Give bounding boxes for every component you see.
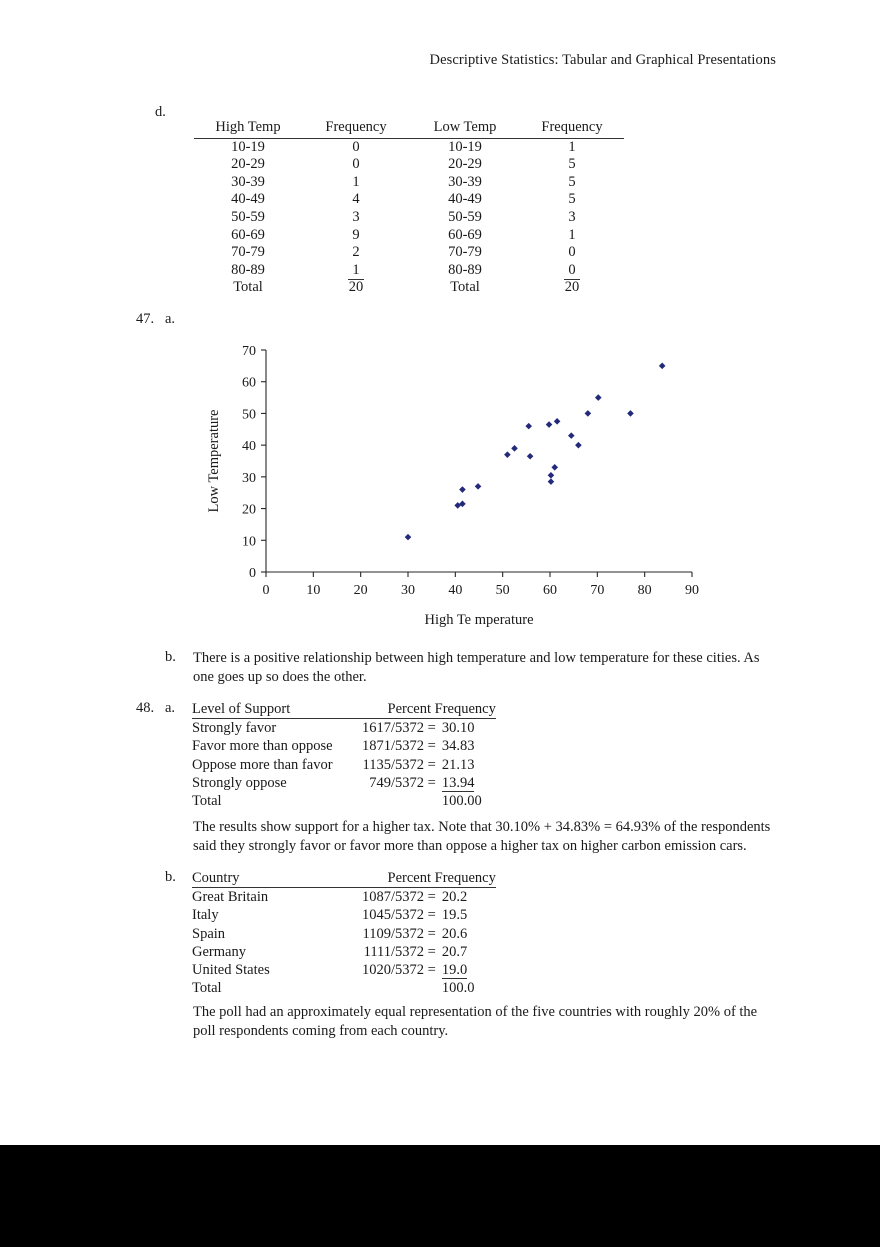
page-header-title: Descriptive Statistics: Tabular and Graphical Presentations bbox=[429, 52, 776, 68]
cell-support-label: Strongly oppose bbox=[192, 774, 287, 791]
cell-high-bin: 50-59 bbox=[231, 208, 265, 225]
cell-country-value bbox=[442, 961, 496, 979]
cell-low-freq: 0 bbox=[568, 244, 576, 261]
cell-low-freq: 1 bbox=[568, 226, 576, 243]
cell-support-value-text: 13.94 bbox=[441, 774, 475, 791]
table-total-row bbox=[192, 979, 496, 997]
scatter-point bbox=[554, 418, 561, 425]
table-row bbox=[194, 191, 624, 209]
cell-total-label: Total bbox=[192, 793, 222, 810]
cell-low-bin: 70-79 bbox=[448, 244, 482, 261]
x-axis-tick-label: 40 bbox=[448, 583, 463, 598]
problem-number-48: 48. bbox=[136, 700, 155, 716]
scatter-point bbox=[568, 432, 575, 439]
table-row bbox=[194, 138, 624, 156]
cell-high-bin: 20-29 bbox=[231, 156, 265, 173]
cell-high-bin: 60-69 bbox=[231, 226, 265, 243]
scatter-point bbox=[659, 363, 666, 370]
cell-high-freq: 4 bbox=[352, 191, 360, 208]
scatter-point bbox=[627, 410, 634, 417]
cell-support-expr: 1135/5372 = bbox=[362, 756, 436, 773]
scatter-data-points bbox=[405, 363, 666, 541]
scatter-point bbox=[551, 464, 558, 471]
cell-country-label: United States bbox=[192, 962, 270, 979]
problem-48-part-b-text: The poll had an approximately equal representation of the five countries with roughly 20% of the poll respondents coming from each country. bbox=[193, 1004, 758, 1039]
cell-country-label: Spain bbox=[192, 925, 226, 942]
cell-country-label: Italy bbox=[192, 907, 219, 924]
cell-country-expr: 1087/5372 = bbox=[362, 889, 436, 906]
column-header-frequency-high: Frequency bbox=[302, 119, 410, 138]
cell-country-value: 20.6 bbox=[441, 925, 468, 942]
table-row bbox=[192, 906, 496, 924]
cell-support-label: Oppose more than favor bbox=[192, 756, 333, 773]
problem-48-part-b-label: b. bbox=[165, 869, 176, 885]
cell-low-freq-value: 0 bbox=[564, 262, 579, 280]
frequency-distribution-table bbox=[194, 119, 624, 297]
cell-high-freq: 0 bbox=[352, 156, 360, 173]
column-header-level-of-support: Level of Support bbox=[192, 700, 362, 719]
problem-47-part-a-label: a. bbox=[165, 311, 176, 327]
cell-country-value: 20.7 bbox=[441, 943, 468, 960]
cell-low-bin: 30-39 bbox=[448, 173, 482, 190]
table-row bbox=[192, 756, 496, 774]
cell-support-value: 21.13 bbox=[441, 756, 475, 773]
cell-low-bin: 20-29 bbox=[448, 156, 482, 173]
scatter-point bbox=[459, 486, 466, 493]
cell-high-bin: 10-19 bbox=[231, 138, 265, 155]
cell-low-bin: 80-89 bbox=[448, 261, 482, 278]
y-axis-title: Low Temperature bbox=[206, 409, 222, 513]
problem-48-part-a-text: The results show support for a higher tax. Note that 30.10% + 34.83% = 64.93% of the respondents said they strongly favor or favor more than oppose a higher tax on higher carbon emission cars. bbox=[193, 819, 771, 854]
scatter-point bbox=[548, 472, 555, 479]
scatter-plot-high-vs-low-temperature bbox=[200, 336, 720, 636]
table-total-row bbox=[192, 792, 496, 810]
cell-country-expr: 1109/5372 = bbox=[362, 925, 436, 942]
cell-support-value: 30.10 bbox=[441, 720, 475, 737]
scatter-point bbox=[548, 478, 555, 485]
cell-country-label: Great Britain bbox=[192, 889, 269, 906]
cell-low-freq: 5 bbox=[568, 173, 576, 190]
cell-low-freq: 5 bbox=[568, 156, 576, 173]
x-axis-ticks bbox=[266, 572, 692, 577]
scatter-point bbox=[595, 394, 602, 401]
cell-high-freq bbox=[302, 262, 410, 280]
cell-support-label: Favor more than oppose bbox=[192, 738, 333, 755]
cell-total-label-low: Total bbox=[450, 279, 480, 296]
cell-country-expr: 1020/5372 = bbox=[362, 962, 436, 979]
y-axis-tick-labels bbox=[242, 344, 256, 581]
cell-support-value: 34.83 bbox=[441, 738, 475, 755]
table-row bbox=[192, 925, 496, 943]
problem-number-47: 47. bbox=[136, 311, 155, 327]
y-axis-tick-label: 60 bbox=[242, 375, 256, 391]
cell-support-expr: 749/5372 = bbox=[369, 774, 436, 791]
table-row bbox=[192, 719, 496, 738]
column-header-percent-frequency: Percent Frequency bbox=[362, 869, 496, 888]
cell-country-label: Germany bbox=[192, 943, 246, 960]
cell-total-value: 100.00 bbox=[441, 793, 482, 810]
cell-high-bin: 40-49 bbox=[231, 191, 265, 208]
x-axis-tick-labels bbox=[263, 583, 700, 598]
cell-total-label-high: Total bbox=[233, 279, 263, 296]
cell-country-value: 19.5 bbox=[441, 907, 468, 924]
cell-low-bin: 40-49 bbox=[448, 191, 482, 208]
scatter-point bbox=[585, 410, 592, 417]
x-axis-tick-label: 60 bbox=[543, 583, 557, 598]
table-row bbox=[194, 174, 624, 192]
y-axis-tick-label: 40 bbox=[242, 439, 256, 455]
table-row bbox=[194, 262, 624, 280]
cell-high-freq: 0 bbox=[352, 138, 360, 155]
cell-total-label: Total bbox=[192, 980, 222, 997]
table-row bbox=[194, 156, 624, 174]
problem-47-part-b-label: b. bbox=[165, 649, 176, 665]
scatter-point bbox=[527, 453, 534, 460]
column-header-percent-frequency: Percent Frequency bbox=[362, 700, 496, 719]
y-axis-tick-label: 0 bbox=[249, 566, 256, 581]
cell-support-expr: 1617/5372 = bbox=[362, 720, 436, 737]
y-axis-tick-label: 10 bbox=[242, 534, 256, 550]
cell-total-low: 20 bbox=[564, 279, 580, 296]
x-axis-tick-label: 10 bbox=[306, 583, 321, 598]
x-axis-title: High Te mperature bbox=[424, 612, 534, 628]
table-row bbox=[194, 209, 624, 227]
cell-support-value bbox=[442, 774, 496, 792]
y-axis-tick-label: 50 bbox=[242, 407, 256, 423]
y-axis-ticks bbox=[261, 350, 266, 572]
cell-country-value-text: 19.0 bbox=[441, 962, 468, 979]
cell-country-expr: 1045/5372 = bbox=[362, 907, 436, 924]
column-header-country: Country bbox=[192, 869, 362, 888]
scatter-point bbox=[511, 445, 518, 452]
scatter-point bbox=[546, 421, 553, 428]
cell-high-bin: 80-89 bbox=[231, 261, 265, 278]
column-header-high-temp: High Temp bbox=[194, 119, 302, 138]
x-axis-tick-label: 30 bbox=[401, 583, 415, 598]
country-percent-frequency-table bbox=[192, 869, 496, 997]
cell-low-freq: 5 bbox=[568, 191, 576, 208]
scatter-point bbox=[504, 451, 511, 458]
level-of-support-percent-frequency-table bbox=[192, 700, 496, 810]
table-header-row bbox=[194, 119, 624, 138]
scatter-point bbox=[405, 534, 412, 541]
cell-low-bin: 50-59 bbox=[448, 208, 482, 225]
x-axis-tick-label: 0 bbox=[262, 583, 270, 598]
table-row bbox=[192, 961, 496, 979]
cell-low-freq: 3 bbox=[568, 208, 576, 225]
cell-country-expr: 1111/5372 = bbox=[363, 943, 436, 960]
cell-low-freq: 1 bbox=[568, 138, 576, 155]
column-header-low-temp: Low Temp bbox=[410, 119, 520, 138]
problem-48-part-a-label: a. bbox=[165, 700, 176, 716]
column-header-frequency-low: Frequency bbox=[520, 119, 624, 138]
table-header-row bbox=[192, 869, 496, 888]
cell-support-expr: 1871/5372 = bbox=[362, 738, 436, 755]
y-axis-tick-label: 70 bbox=[242, 344, 256, 359]
x-axis-tick-label: 20 bbox=[353, 583, 368, 598]
cell-country-value: 20.2 bbox=[441, 889, 468, 906]
bottom-black-bar bbox=[0, 1145, 880, 1247]
table-row bbox=[192, 774, 496, 792]
table-row bbox=[192, 737, 496, 755]
cell-total-high: 20 bbox=[348, 279, 364, 296]
cell-low-bin: 10-19 bbox=[448, 138, 482, 155]
cell-low-freq bbox=[520, 262, 624, 280]
cell-total-value: 100.0 bbox=[441, 980, 475, 997]
x-axis-tick-label: 50 bbox=[495, 583, 510, 598]
x-axis-tick-label: 90 bbox=[685, 583, 699, 598]
cell-support-label: Strongly favor bbox=[192, 720, 277, 737]
table-row bbox=[194, 227, 624, 245]
table-row bbox=[192, 943, 496, 961]
table-header-row bbox=[192, 700, 496, 719]
section-label-d: d. bbox=[155, 104, 166, 120]
scatter-point bbox=[525, 423, 532, 430]
cell-high-bin: 30-39 bbox=[231, 173, 265, 190]
scatter-plot-svg bbox=[200, 336, 720, 636]
cell-high-freq: 1 bbox=[352, 173, 360, 190]
cell-low-bin: 60-69 bbox=[448, 226, 482, 243]
y-axis-tick-label: 20 bbox=[242, 502, 256, 518]
x-axis-tick-label: 70 bbox=[590, 583, 605, 598]
problem-47-part-b-text: There is a positive relationship between high temperature and low temperature for these cities. As one goes up so does the other. bbox=[193, 650, 760, 685]
y-axis-tick-label: 30 bbox=[242, 470, 256, 486]
x-axis-tick-label: 80 bbox=[637, 583, 652, 598]
scatter-point bbox=[575, 442, 582, 449]
table-total-row bbox=[194, 279, 624, 297]
cell-high-freq: 3 bbox=[352, 208, 360, 225]
cell-high-bin: 70-79 bbox=[231, 244, 265, 261]
cell-high-freq-value: 1 bbox=[348, 262, 363, 280]
table-row bbox=[192, 888, 496, 907]
table-row bbox=[194, 244, 624, 262]
cell-high-freq: 2 bbox=[352, 244, 360, 261]
scatter-point bbox=[475, 483, 482, 490]
cell-high-freq: 9 bbox=[352, 226, 360, 243]
